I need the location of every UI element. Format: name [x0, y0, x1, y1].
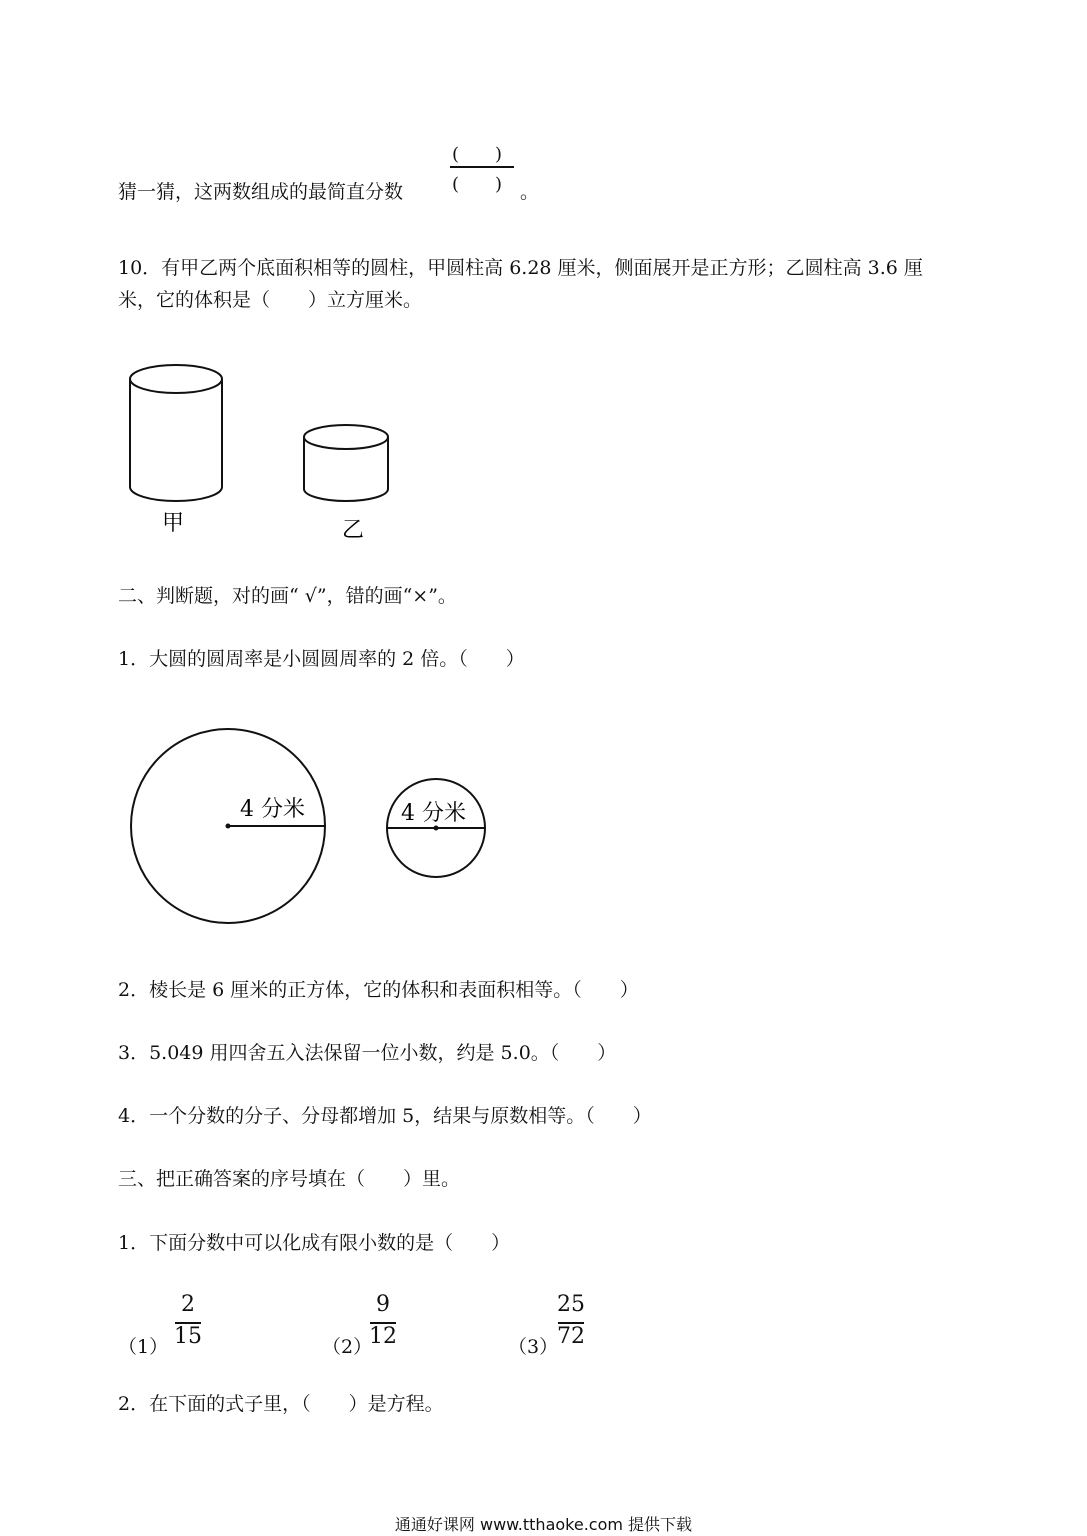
cylinder-a: [130, 365, 222, 501]
choice-2-numerator: 9: [376, 1292, 390, 1317]
cylinder-b-label: 乙: [342, 518, 365, 543]
q9-numerator: ( ): [452, 144, 503, 165]
q9-denominator: ( ): [452, 174, 503, 195]
choice-2-denominator: 12: [369, 1324, 397, 1349]
choice-3-tag: （3）: [508, 1336, 559, 1358]
s2-q3: 3．5.049 用四舍五入法保留一位小数，约是 5.0。（ ）: [118, 1042, 617, 1064]
circle-big-label: 4 分米: [240, 797, 305, 822]
cylinder-b: [304, 425, 388, 501]
choice-1-numerator: 2: [181, 1292, 195, 1317]
s3-q2: 2．在下面的式子里，（ ）是方程。: [118, 1393, 444, 1415]
choice-3-numerator: 25: [557, 1292, 585, 1317]
q10-line2: 米，它的体积是（ ）立方厘米。: [118, 289, 423, 311]
choice-1-denominator: 15: [174, 1324, 202, 1349]
circles-figure: [118, 720, 508, 940]
q9-prefix: 猜一猜，这两数组成的最简直分数: [118, 181, 404, 203]
q9-suffix: 。: [520, 181, 540, 203]
q9-fraction-bar: [450, 166, 514, 168]
s2-q2: 2．棱长是 6 厘米的正方体，它的体积和表面积相等。（ ）: [118, 979, 639, 1001]
cylinders-figure: [118, 355, 418, 545]
section2-heading: 二、判断题，对的画“ √”，错的画“×”。: [118, 585, 457, 607]
cylinder-a-label: 甲: [162, 511, 185, 536]
choice-2-tag: （2）: [322, 1336, 373, 1358]
choice-3-denominator: 72: [557, 1324, 585, 1349]
s2-q1: 1．大圆的圆周率是小圆圆周率的 2 倍。（ ）: [118, 648, 525, 670]
s2-q4: 4．一个分数的分子、分母都增加 5，结果与原数相等。（ ）: [118, 1105, 652, 1127]
s3-q1: 1．下面分数中可以化成有限小数的是（ ）: [118, 1232, 511, 1254]
choice-1-tag: （1）: [118, 1336, 169, 1358]
circle-small-label: 4 分米: [401, 801, 466, 826]
section3-heading: 三、把正确答案的序号填在（ ）里。: [118, 1168, 461, 1190]
circle-small-center: [434, 826, 439, 831]
circle-big-center: [226, 824, 231, 829]
footer: 通通好课网 www.tthaoke.com 提供下载: [394, 1515, 693, 1534]
q10-line1: 10．有甲乙两个底面积相等的圆柱，甲圆柱高 6.28 厘米，侧面展开是正方形；乙圆柱高 3.6 厘: [118, 257, 923, 279]
